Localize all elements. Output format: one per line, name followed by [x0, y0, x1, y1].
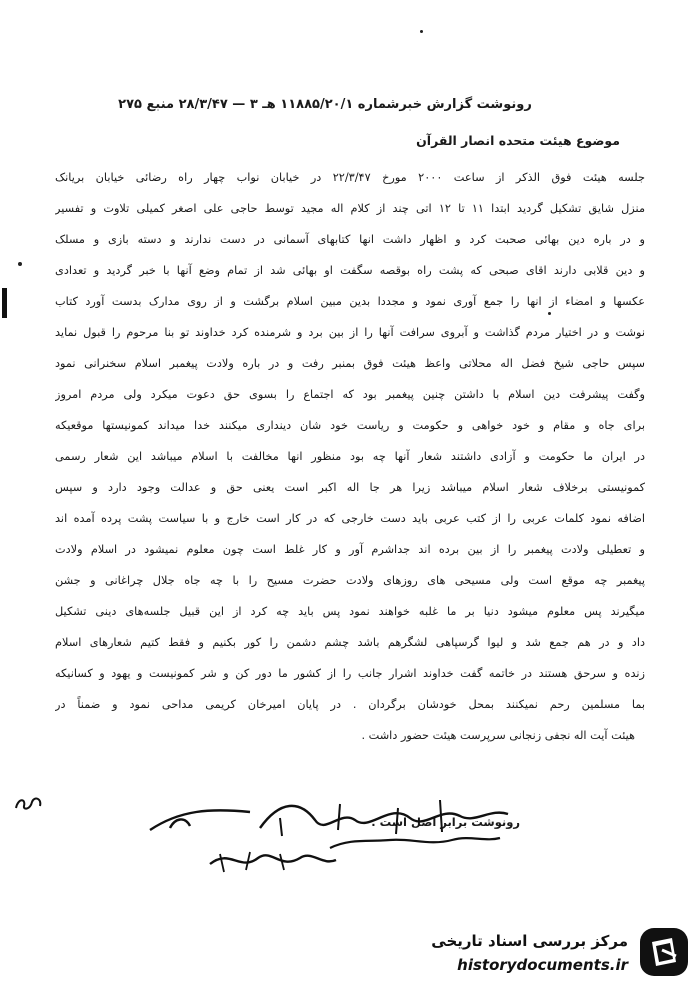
body-line: زنده و سرحق هستند در خاتمه گفت خداوند اشرار جانب را از کشور ما دور کن و شر کمونیست و یهود و کسانیکه: [55, 667, 645, 680]
body-line: منزل شایق تشکیل گردید ابتدا ۱۱ تا ۱۲ اتی چند از کلام اله مجید توسط حاجی علی اصغر کمیلی تلاوت و تفسیر: [55, 202, 645, 215]
body-line: برای جاه و مقام و خود خواهی و حکومت و ریاست خود شان دینداری میکنند خدا میداند کمونیستها موقعیکه: [55, 419, 645, 432]
archive-watermark: [390, 926, 690, 982]
body-line: داد و در هم جمع شد و لیوا گرسپاهی لشگرهم باشد چشم دشمن را کور بکنیم و فقط کتیم شعارهای اسلام: [55, 636, 645, 649]
body-line: بما مسلمین رحم نمیکنند بمحل خودشان برگردان . در پایان امیرخان کریمی مداحی نمود و ضمناً در: [55, 698, 645, 711]
body-line: سپس حاجی شیخ فضل اله محلاتی واعظ هیئت فوق بمنبر رفت و در باره ولادت پیغمبر اسلام سخنرانی نمود: [55, 357, 645, 370]
body-line: جلسه هیئت فوق الذکر از ساعت ۲۰۰۰ مورخ ۲۲/۳/۴۷ در خیابان نواب چهار راه رضائی خیابان بریانک: [55, 171, 645, 184]
body-line: میگیرند پس معلوم میشود دنیا بر ما غلبه خواهند نمود پس باید چه کرد از این قبیل جلسه‌های دینی تشکیل: [55, 605, 645, 618]
certified-copy-note: رونوشت برابر اصل است .: [371, 815, 520, 829]
document-subject: موضوع هیئت متحده انصار القرآن: [416, 133, 620, 148]
body-line: عکسها و امضاء از انها را جمع آوری نمود و مجددا بدین مبین اسلام برگشت و از روی مدارک بدست آورد کتاب: [55, 295, 645, 308]
scan-edge-mark: [2, 288, 7, 318]
body-line: در ایران ما حکومت و آزادی داشتند شعار آنها چه بود منظور انها مخالفت با اسلام میباشد این شعار رسمی: [55, 450, 645, 463]
body-line: نوشت و در اختیار مردم گذاشت و آبروی سرافت آنها را از بین برد و شرمنده کرد خداوند تو بنا مرحوم را قبول نماید: [55, 326, 645, 339]
archive-logo-icon: [638, 926, 690, 978]
archive-name: مرکز بررسی اسناد تاریخی: [431, 932, 628, 950]
archive-url: historydocuments.ir: [457, 956, 628, 974]
handwritten-filing-note: [140, 790, 520, 880]
scan-speck: [420, 30, 423, 33]
body-line: و تعطیلی ولادت پیغمبر را از بین برده اند جداشرم آور و کار غلط است چون معلوم نمیشود در اسلام ولادت: [55, 543, 645, 556]
body-line: هیئت آیت اله نجفی زنجانی سرپرست هیئت حضور داشت .: [361, 729, 635, 742]
document-title: رونوشت گزارش خبرشماره ۱۱۸۸۵/۲۰/۱ هـ ۳ — ۲۸/۳/۴۷ منبع ۲۷۵: [118, 97, 532, 112]
report-body: [55, 162, 645, 751]
body-line: پیغمبر چه موقع است ولی مسیحی های روزهای ولادت حضرت مسیح را با چه جاه جلال چراغانی و جشن: [55, 574, 645, 587]
margin-scribble-icon: [12, 792, 52, 814]
body-line: کمونیستی برخلاف شعار اسلام میباشد زیرا هر جا اله اکبر است یعنی حق و عدالت وجود دارد و سپس: [55, 481, 645, 494]
body-line: وگفت پیشرفت دین اسلام با داشتن چنین پیغمبر بود که اجتماع را بسوی حق دعوت میکرد ولی مردم امروز: [55, 388, 645, 401]
body-line: و در باره دین بهائی صحبت کرد و اظهار داشت انها کتابهای آسمانی در دست ندارند و دسته بازی و مسلک: [55, 233, 645, 246]
body-line: اضافه نمود کلمات عربی را از کتب عربی باید دست خارجی که در کار است خارج و با سیاست پشت پرده آمده اند: [55, 512, 645, 525]
body-line: و دین قلابی دارند اقای صبحی که پشت راه بوقصه سگفت او بهائی شد از تمام وضع آنها با خبر گردید و تعدادی: [55, 264, 645, 277]
scan-speck: [18, 262, 22, 266]
